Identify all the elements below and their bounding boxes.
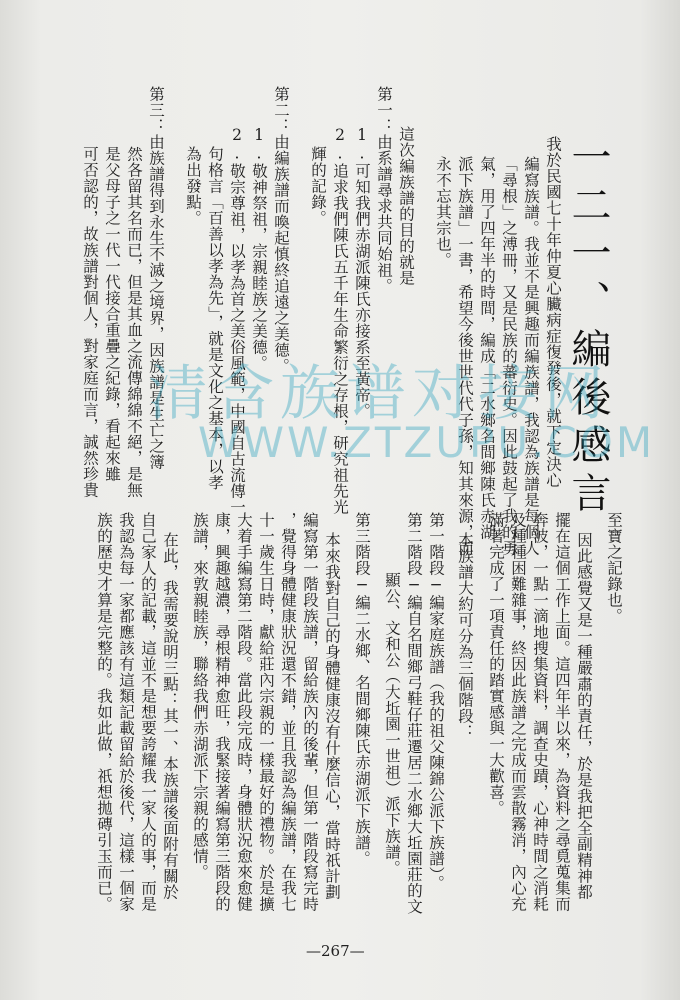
text-column: 康，興趣越濃，尋根精神愈旺，我緊接著編寫第三階段的 [213,512,231,912]
text-column: 編寫族譜。我並不是興趣而編族譜，我認為族譜是每個人 [522,156,540,556]
text-column: 十一歲生日時，獻給莊內宗親的一樣最好的禮物。於是擴 [257,512,275,912]
text-column: 族譜，來敦親睦族，聯絡我們赤湖派下宗親的感情。 [191,512,209,880]
text-column: 1.敬神祭祖，宗親睦族之美德。 [250,126,268,371]
text-column: ，覺得身體健康狀況還不錯，並且我認為編族譜，在我七 [279,512,297,912]
text-column: 這次編族譜的目的就是 [397,126,415,286]
text-column: 1.可知我們赤湖派陳氏亦接系至黃帝。 [353,126,371,419]
text-column: 第一階段─編家庭族譜（我的祖父陳錦公派下族譜）。 [427,512,445,891]
text-column: 然各留其名而已，但是其血之流傳綿綿不絕，是無 [125,146,143,498]
text-column: 編寫第一階段族譜，留給族內的後輩，但第一階段寫完時 [301,512,319,912]
text-column: 在此，我需要說明三點：其一、本族譜後面附有關於 [161,532,179,900]
text-column: 為出發點。 [184,146,202,226]
text-column: 因此感覺又是一種嚴肅的責任，於是我把全副精神都 [575,532,593,900]
text-column: 2.追求我們陳氏五千年生命繁衍之存根，研究祖先光 [331,126,349,515]
text-column: 氣，用了四年半的時間，編成「二水鄉名間鄉陳氏赤湖 [478,156,496,540]
text-column: 2.敬宗尊祖，以孝為首之美俗風範，中國自古流傳一 [228,126,246,515]
text-column: 顯公、文和公（大坵園一世祖）派下族譜。 [383,572,401,876]
text-column: 大着手編寫第二階段。當此段完成時，身體狀況愈來愈健 [235,512,253,912]
text-column: 第二階段─編自名間鄉弓鞋仔莊遷居二水鄉大坵園莊的文 [405,512,423,915]
text-column: 第三：由族譜得到永生不滅之境界，因族譜是生亡之簿 [147,86,165,470]
text-column: 第二：由編族譜而喚起慎終追遠之美德。 [272,86,290,374]
text-column: 本來我對自己的身體健康沒有什麼信心，當時祇計劃 [323,532,341,900]
watermark-url: WWW.ZTZUPU.COM [198,418,656,467]
text-column: 是父母子之一代一代接合重疊之紀錄，看起來雖 [103,146,121,482]
text-column: 擺在這個工作上面。這四年半以來，為資料之尋覓蒐集而 [553,512,571,912]
text-column: 第一：由系譜尋求共同始祖。 [375,86,393,294]
text-column: 我於民國七十年仲夏心臟病症復發後，就下定決心 [544,136,562,488]
text-column: 可否認的，故族譜對個人，對家庭而言，誠然珍貴 [81,146,99,498]
text-column: 派下族譜」一書，希望今後世世代代子孫，知其來源，而 [456,156,474,556]
text-column: 我認為每一家都應該有這類記載留給於後代，這樣一個家 [117,512,135,912]
page-number: —267— [306,942,365,960]
text-column: 及種種困難雜事，終因此族譜之完成而雲散霧消，內心充 [509,512,527,912]
text-column: 第三階段─編二水鄉、名間鄉陳氏赤湖派下族譜。 [353,512,371,867]
text-column: 奔波，一點一滴地搜集資料，調查史蹟，心神時間之消耗 [531,512,549,912]
watermark-text: 清含族谱对接网 [148,359,610,429]
text-column: 族的歷史才算是完整的。我如此做，祇想拋磚引玉而已。 [95,512,113,912]
text-column: 自己家人的記載，這並不是想要誇耀我一家人的事，而是 [139,512,157,912]
text-column: 「尋根」之溥冊，又是民族的蕃衍史。因此鼓起了我的勇 [500,156,518,556]
page-title: 一二一、編後感言 [565,136,611,520]
text-column: 本族譜大約可分為三個階段： [456,532,474,740]
text-column: 輝的記錄。 [309,146,327,226]
text-column: 至寶之記錄也。 [605,512,623,624]
text-column: 永不忘其宗也。 [434,156,452,268]
text-column: 句格言「百善以孝為先」，就是文化之基本，以孝 [206,146,224,491]
text-column: 滿著完成了一項責任的踏實感與一大歡喜。 [487,512,505,816]
